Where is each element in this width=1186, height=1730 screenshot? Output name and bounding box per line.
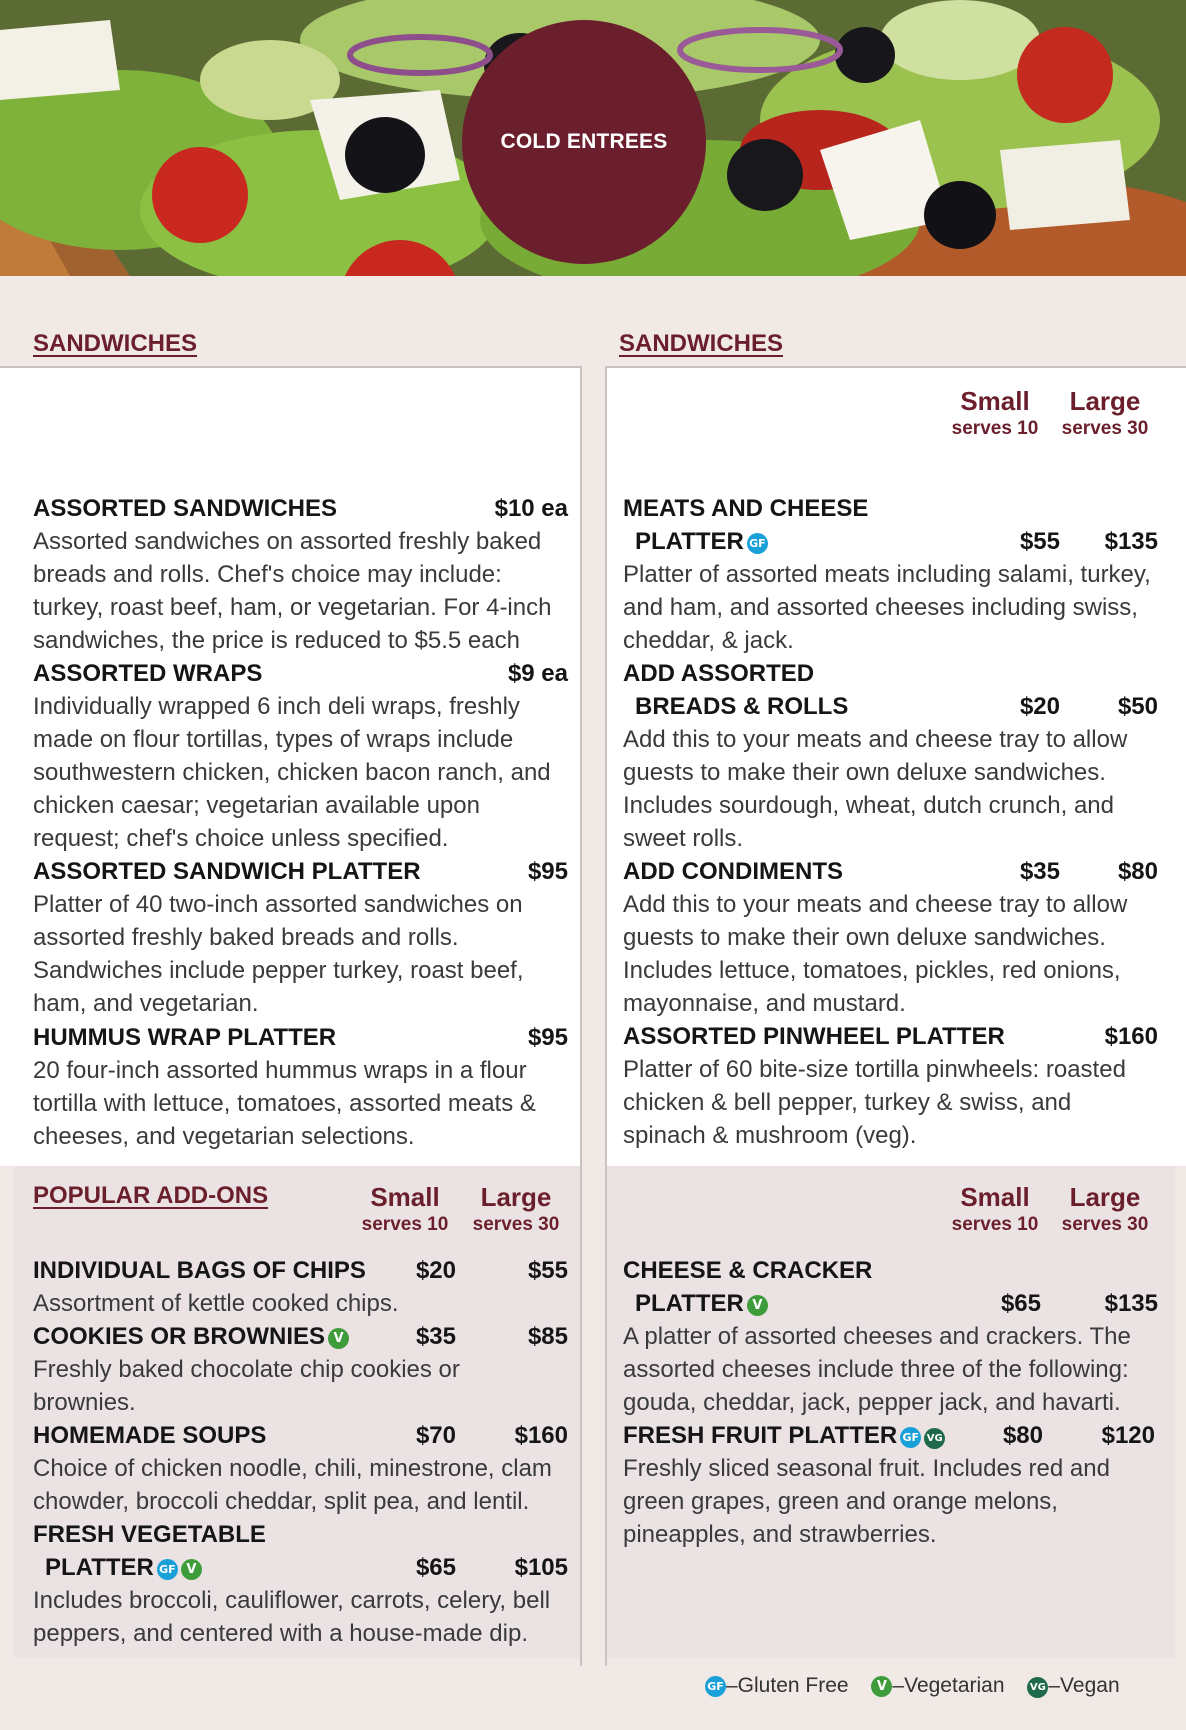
item-description: Freshly sliced seasonal fruit. Includes red and green grapes, green and orange melons, pineapples, and strawberries. xyxy=(623,1455,1110,1548)
item-description: Choice of chicken noodle, chili, minestrone, clam chowder, broccoli cheddar, split pea, and lentil. xyxy=(33,1455,552,1515)
size-label: Small xyxy=(960,1182,1030,1212)
menu-item xyxy=(33,855,568,1020)
menu-item xyxy=(623,492,1158,657)
size-large-header xyxy=(1055,1182,1155,1238)
size-label: Large xyxy=(1069,386,1141,416)
serves-label: serves 30 xyxy=(1061,418,1149,439)
menu-item xyxy=(33,1419,578,1518)
item-name-line2 xyxy=(623,525,1158,558)
item-description: Platter of 40 two-inch assorted sandwiches on assorted freshly baked breads and rolls. Sandwiches include pepper turkey, roast beef, ham, and vegetarian. xyxy=(33,891,524,1017)
item-description: 20 four-inch assorted hummus wraps in a flour tortilla with lettuce, tomatoes, assorted meats & cheeses, and vegetarian selections. xyxy=(33,1057,536,1150)
vegetarian-icon: V xyxy=(747,1295,768,1316)
item-name-text: PLATTER xyxy=(45,1554,154,1581)
dietary-legend xyxy=(702,1674,1134,1698)
gluten-free-icon: GF xyxy=(157,1559,178,1580)
item-name: ASSORTED SANDWICHES xyxy=(33,495,338,522)
gluten-free-icon: GF xyxy=(900,1427,921,1448)
divider xyxy=(580,366,582,1666)
item-name-text: FRESH FRUIT PLATTER xyxy=(623,1422,898,1449)
item-price: $95 xyxy=(527,1024,568,1051)
legend-label: –Vegetarian xyxy=(892,1674,1005,1697)
serves-label: serves 30 xyxy=(1061,1214,1149,1235)
item-price: $95 xyxy=(527,858,568,885)
section-badge: COLD ENTREES xyxy=(462,20,706,264)
item-name: MEATS AND CHEESE xyxy=(623,495,869,522)
item-name: CHEESE & CRACKER xyxy=(623,1257,873,1284)
header-photo xyxy=(0,0,1186,276)
item-description: Assorted sandwiches on assorted freshly baked breads and rolls. Chef's choice may include: turkey, roast beef, ham, or vegetarian. For 4-inch sandwiches, the price is reduced to $5.5 each xyxy=(33,528,552,654)
item-name-text: PLATTER xyxy=(635,1290,744,1317)
item-description: Add this to your meats and cheese tray to allow guests to make their own deluxe sandwiches. Includes sourdough, wheat, dutch crunch, and sweet rolls. xyxy=(623,726,1128,852)
item-price-small: $35 xyxy=(415,1323,456,1350)
item-description: Platter of assorted meats including salami, turkey, and ham, and assorted cheeses including swiss, cheddar, & jack. xyxy=(623,561,1151,654)
item-name-text: PLATTER xyxy=(635,528,744,555)
serves-label: serves 10 xyxy=(951,1214,1039,1235)
addons-title: POPULAR ADD-ONS xyxy=(33,1182,269,1209)
item-name: INDIVIDUAL BAGS OF CHIPS xyxy=(33,1257,366,1284)
item-name: FRESH VEGETABLE xyxy=(33,1521,266,1548)
menu-item xyxy=(33,1021,568,1153)
vegan-icon: VG xyxy=(924,1428,945,1449)
size-label: Large xyxy=(480,1182,552,1212)
item-price-large: $135 xyxy=(1104,1290,1158,1317)
menu-item xyxy=(33,657,568,855)
item-price-large: $85 xyxy=(527,1323,568,1350)
item-name-line2 xyxy=(33,1551,578,1584)
item-price-small: $20 xyxy=(1019,693,1060,720)
serves-label: serves 30 xyxy=(472,1214,560,1235)
divider xyxy=(605,366,607,1666)
menu-item xyxy=(33,1320,573,1419)
item-price: $160 xyxy=(1104,1023,1158,1050)
gluten-free-icon: GF xyxy=(705,1676,726,1697)
item-description: Assortment of kettle cooked chips. xyxy=(33,1290,399,1317)
size-large-header xyxy=(466,1182,566,1238)
item-price-small: $65 xyxy=(415,1554,456,1581)
serves-label: serves 10 xyxy=(951,418,1039,439)
menu-item xyxy=(623,855,1158,1020)
item-name-line2: BREADS & ROLLS xyxy=(635,693,849,720)
left-section-title: SANDWICHES xyxy=(33,330,198,357)
gluten-free-icon: GF xyxy=(747,533,768,554)
vegan-icon: VG xyxy=(1027,1677,1048,1698)
item-name: ASSORTED WRAPS xyxy=(33,660,263,687)
divider xyxy=(0,366,582,368)
menu-item xyxy=(33,1254,573,1320)
item-name: HOMEMADE SOUPS xyxy=(33,1422,267,1449)
item-name-line xyxy=(33,1320,573,1353)
item-price-small: $80 xyxy=(1002,1422,1043,1449)
menu-item xyxy=(33,1518,578,1650)
item-name-line2 xyxy=(623,1287,1158,1320)
menu-item xyxy=(623,1020,1158,1152)
item-price: $10 ea xyxy=(494,495,568,522)
item-description: Includes broccoli, cauliflower, carrots, celery, bell peppers, and centered with a house-made dip. xyxy=(33,1587,551,1647)
item-price-large: $120 xyxy=(1101,1422,1155,1449)
item-price-large: $55 xyxy=(527,1257,568,1284)
item-description: Add this to your meats and cheese tray to allow guests to make their own deluxe sandwiches. Includes lettuce, tomatoes, pickles, red onions, mayonnaise, and mustard. xyxy=(623,891,1128,1017)
item-description: Platter of 60 bite-size tortilla pinwheels: roasted chicken & bell pepper, turkey & swiss, and spinach & mushroom (veg). xyxy=(623,1056,1126,1149)
item-price-large: $135 xyxy=(1104,528,1158,555)
vegetarian-icon: V xyxy=(871,1676,892,1697)
item-price-large: $160 xyxy=(514,1422,568,1449)
item-price-small: $55 xyxy=(1019,528,1060,555)
item-price: $9 ea xyxy=(507,660,568,687)
item-name-text: COOKIES OR BROWNIES xyxy=(33,1323,326,1350)
item-name: ASSORTED PINWHEEL PLATTER xyxy=(623,1023,1005,1050)
item-name: HUMMUS WRAP PLATTER xyxy=(33,1024,337,1051)
item-description: A platter of assorted cheeses and crackers. The assorted cheeses include three of the following: gouda, cheddar, jack, pepper jack, and havarti. xyxy=(623,1323,1131,1416)
menu-item xyxy=(33,492,568,657)
right-section-title: SANDWICHES xyxy=(619,330,784,357)
item-price-small: $65 xyxy=(1000,1290,1041,1317)
size-small-header xyxy=(355,1182,455,1238)
item-name: ADD ASSORTED xyxy=(623,660,815,687)
size-small-header xyxy=(945,1182,1045,1238)
menu-item xyxy=(623,657,1158,855)
size-label: Large xyxy=(1069,1182,1141,1212)
serves-label: serves 10 xyxy=(361,1214,449,1235)
size-large-header xyxy=(1055,386,1155,442)
size-label: Small xyxy=(960,386,1030,416)
item-description: Individually wrapped 6 inch deli wraps, freshly made on flour tortillas, types of wraps include southwestern chicken, chicken bacon ranch, and chicken caesar; vegetarian available upon request; chef's choice unless specified. xyxy=(33,693,551,852)
divider xyxy=(607,366,1186,368)
legend-label: –Vegan xyxy=(1048,1674,1120,1697)
vegetarian-icon: V xyxy=(181,1559,202,1580)
vegetarian-icon: V xyxy=(328,1328,349,1349)
item-name: ASSORTED SANDWICH PLATTER xyxy=(33,858,421,885)
item-price-small: $20 xyxy=(415,1257,456,1284)
item-name: ADD CONDIMENTS xyxy=(623,858,843,885)
item-name-line xyxy=(623,1419,1158,1452)
size-small-header xyxy=(945,386,1045,442)
size-label: Small xyxy=(370,1182,440,1212)
item-price-large: $50 xyxy=(1117,693,1158,720)
item-price-small: $35 xyxy=(1019,858,1060,885)
item-price-large: $80 xyxy=(1117,858,1158,885)
item-price-large: $105 xyxy=(514,1554,568,1581)
legend-label: –Gluten Free xyxy=(726,1674,849,1697)
item-description: Freshly baked chocolate chip cookies or brownies. xyxy=(33,1356,460,1416)
menu-item xyxy=(623,1419,1158,1551)
item-price-small: $70 xyxy=(415,1422,456,1449)
menu-item xyxy=(623,1254,1158,1419)
